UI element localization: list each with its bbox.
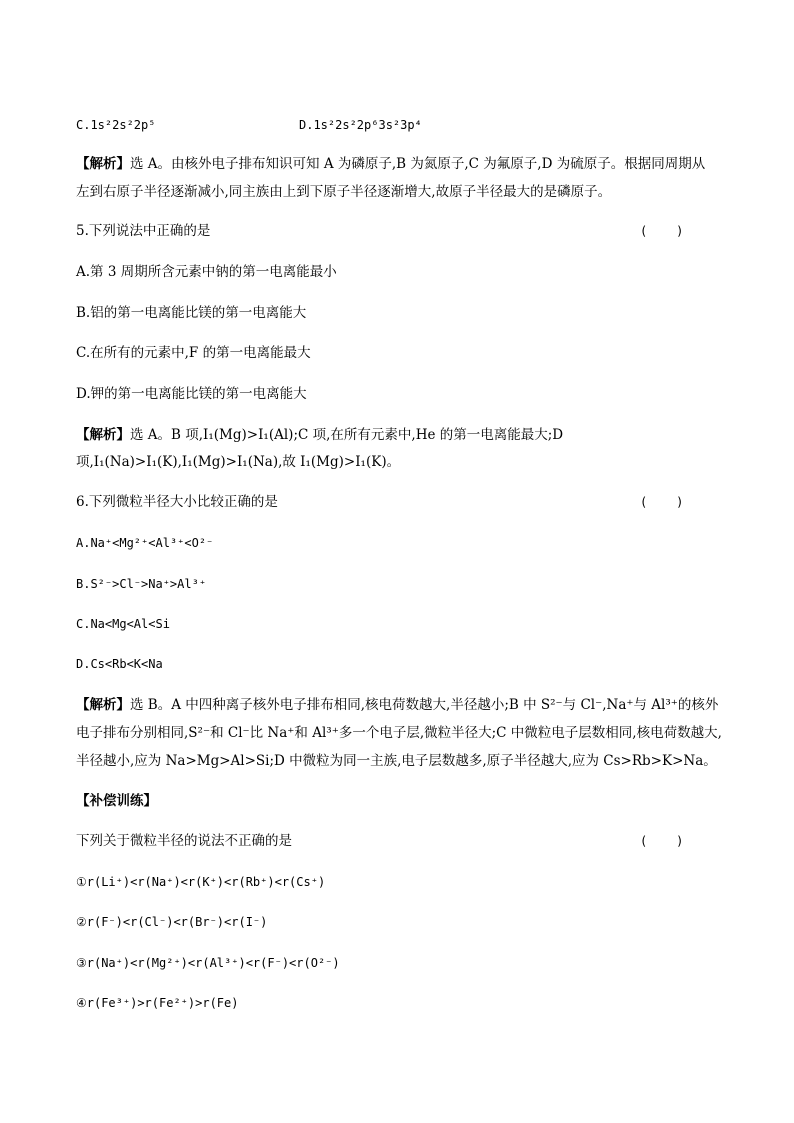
q5-option-c: C.在所有的元素中,F 的第一电离能最大: [76, 345, 311, 361]
q6-option-d: D.Cs<Rb<K<Na: [76, 657, 163, 671]
q5-option-a: A.第 3 周期所含元素中钠的第一电离能最小: [76, 264, 337, 280]
supplement-heading: 【补偿训练】: [76, 793, 157, 809]
q4-option-c: C.1s²2s²2p⁵: [76, 118, 156, 132]
q6-analysis-line1: 【解析】选 B。A 中四种离子核外电子排布相同,核电荷数越大,半径越小;B 中 S²⁻与 Cl⁻,Na⁺与 Al³⁺的核外: [76, 697, 719, 713]
q6-question: 6.下列微粒半径大小比较正确的是: [76, 494, 278, 510]
supplement-answer-paren: ( ): [640, 834, 684, 848]
analysis-tag: 【解析】: [76, 697, 130, 713]
q6-analysis-line2: 电子排布分别相同,S²⁻和 Cl⁻比 Na⁺和 Al³⁺多一个电子层,微粒半径大;C 中微粒电子层数相同,核电荷数越大,: [76, 725, 722, 741]
q6-option-c: C.Na<Mg<Al<Si: [76, 617, 170, 631]
supplement-item-3: ③r(Na⁺)<r(Mg²⁺)<r(Al³⁺)<r(F⁻)<r(O²⁻): [76, 956, 340, 970]
supplement-item-1: ①r(Li⁺)<r(Na⁺)<r(K⁺)<r(Rb⁺)<r(Cs⁺): [76, 875, 326, 889]
supplement-item-2: ②r(F⁻)<r(Cl⁻)<r(Br⁻)<r(I⁻): [76, 915, 268, 929]
analysis-tag: 【解析】: [76, 427, 130, 443]
q4-option-d: D.1s²2s²2p⁶3s²3p⁴: [299, 118, 422, 132]
q5-analysis-line2: 项,I₁(Na)>I₁(K),I₁(Mg)>I₁(Na),故 I₁(Mg)>I₁(K)。: [76, 454, 401, 470]
q4-analysis-line1: 【解析】选 A。由核外电子排布知识可知 A 为磷原子,B 为氮原子,C 为氟原子,D 为硫原子。根据同周期从: [76, 156, 706, 172]
q5-option-d: D.钾的第一电离能比镁的第一电离能大: [76, 386, 307, 402]
q4-analysis-line2: 左到右原子半径逐渐减小,同主族由上到下原子半径逐渐增大,故原子半径最大的是磷原子。: [76, 184, 612, 200]
q5-analysis-line1: 【解析】选 A。B 项,I₁(Mg)>I₁(Al);C 项,在所有元素中,He 的第一电离能最大;D: [76, 427, 564, 443]
q6-option-a: A.Na⁺<Mg²⁺<Al³⁺<O²⁻: [76, 536, 214, 550]
q6-analysis-line3: 半径越小,应为 Na>Mg>Al>Si;D 中微粒为同一主族,电子层数越多,原子半径越大,应为 Cs>Rb>K>Na。: [76, 753, 717, 769]
q6-option-b: B.S²⁻>Cl⁻>Na⁺>Al³⁺: [76, 577, 207, 591]
supplement-item-4: ④r(Fe³⁺)>r(Fe²⁺)>r(Fe): [76, 996, 239, 1010]
q5-answer-paren: ( ): [640, 224, 684, 238]
supplement-question: 下列关于微粒半径的说法不正确的是: [76, 833, 292, 849]
q5-question: 5.下列说法中正确的是: [76, 223, 211, 239]
analysis-tag: 【解析】: [76, 156, 130, 172]
q6-answer-paren: ( ): [640, 495, 684, 509]
q5-option-b: B.铝的第一电离能比镁的第一电离能大: [76, 305, 307, 321]
